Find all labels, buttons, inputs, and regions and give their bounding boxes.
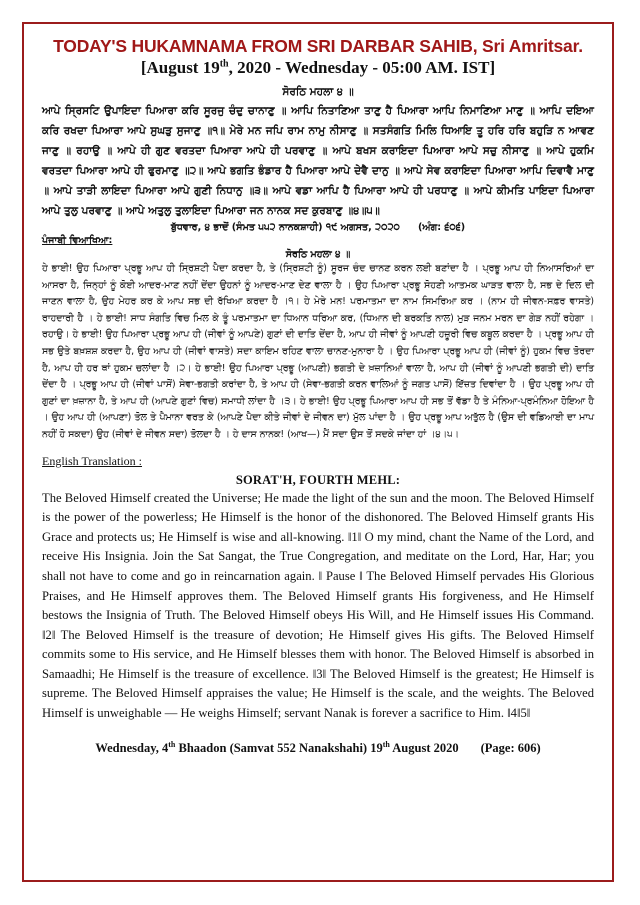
footer-part2: Bhaadon (Samvat 552 Nanakshahi) 19: [175, 740, 383, 755]
date-time-header: [42, 58, 594, 78]
footer-part3: August 2020: [389, 740, 459, 755]
footer-sup2: th: [382, 739, 390, 749]
english-section-label: English Translation :: [42, 453, 143, 468]
gurmukhi-ang: (ਅੰਗ: ੬੦੬): [418, 222, 466, 233]
footer-dateline: [42, 740, 594, 756]
gurmukhi-heading: ਸੋਰਠਿ ਮਹਲਾ ੪ ॥: [282, 86, 354, 98]
gurmukhi-date: ਬੁੱਧਵਾਰ, ੪ ਭਾਦੋਂ (ਸੰਮਤ ੫੫੨ ਨਾਨਕਸ਼ਾਹੀ) ੧੯ ਅਗਸਤ, ੨੦੨੦: [170, 222, 400, 233]
footer-sup1: th: [168, 739, 176, 749]
footer-part1: Wednesday, 4: [95, 740, 169, 755]
punjabi-explanation-text: ਹੇ ਭਾਈ! ਉਹ ਪਿਆਰਾ ਪ੍ਰਭੂ ਆਪ ਹੀ ਸ੍ਰਿਸ਼ਟੀ ਪੈਦਾ ਕਰਦਾ ਹੈ, ਤੇ (ਸ੍ਰਿਸ਼ਟੀ ਨੂੰ) ਸੂਰਜ ਚੰਦ ਚਾਨਣ ਕਰਨ ਲਈ ਬਣਾਂਦਾ ਹੈ । ਪ੍ਰਭੂ ਆਪ ਹੀ ਨਿਆਸਰਿਆਂ ਦਾ ਆਸਰਾ ਹੈ, ਜਿਨ੍ਹਾਂ ਨੂੰ ਕੋਈ ਆਦਰ-ਮਾਣ ਨਹੀਂ ਦੇਂਦਾ ਉਹਨਾਂ ਨੂੰ ਆਦਰ-ਮਾਣ ਦੇਣ ਵਾਲਾ ਹੈ । ਉਹ ਪਿਆਰਾ ਪ੍ਰਭੂ ਸੋਹਣੀ ਆਤਮਕ ਘਾੜਤ ਵਾਲਾ ਹੈ, ਸਭ ਦੇ ਦਿਲ ਦੀ ਜਾਣਨ ਵਾਲਾ ਹੈ, ਉਹ ਮੇਹਰ ਕਰ ਕੇ ਆਪ ਸਭ ਦੀ ਰੱਖਿਆ ਕਰਦਾ ਹੈ ।੧। ਹੇ ਮੇਰੇ ਮਨ! ਪਰਮਾਤਮਾ ਦਾ ਨਾਮ ਸਿਮਰਿਆ ਕਰ । (ਨਾਮ ਹੀ ਜੀਵਨ-ਸਫ਼ਰ ਵਾਸਤੇ) ਰਾਹਦਾਰੀ ਹੈ । ਹੇ ਭਾਈ! ਸਾਧ ਸੰਗਤਿ ਵਿਚ ਮਿਲ ਕੇ ਤੂੰ ਪਰਮਾਤਮਾ ਦਾ ਧਿਆਨ ਧਰਿਆ ਕਰ, (ਧਿਆਨ ਦੀ ਬਰਕਤਿ ਨਾਲ) ਮੁੜ ਜਨਮ ਮਰਨ ਦਾ ਗੇੜ ਨਹੀਂ ਰਹੇਗਾ ।ਰਹਾਉ। ਹੇ ਭਾਈ! ਉਹ ਪਿਆਰਾ ਪ੍ਰਭੂ ਆਪ ਹੀ (ਜੀਵਾਂ ਨੂੰ ਆਪਣੇ) ਗੁਣਾਂ ਦੀ ਦਾਤਿ ਦੇਂਦਾ ਹੈ, ਆਪ ਹੀ ਜੀਵਾਂ ਨੂੰ ਆਪਣੀ ਹਜ਼ੂਰੀ ਵਿਚ ਕਬੂਲ ਕਰਦਾ ਹੈ । ਪ੍ਰਭੂ ਆਪ ਹੀ ਸਭ ਉਤੇ ਬਖ਼ਸ਼ਸ਼ ਕਰਦਾ ਹੈ, ਉਹ ਆਪ ਹੀ (ਜੀਵਾਂ ਵਾਸਤੇ) ਸਦਾ ਕਾਇਮ ਰਹਿਣ ਵਾਲਾ ਚਾਨਣ-ਮੁਨਾਰਾ ਹੈ । ਉਹ ਪਿਆਰਾ ਪ੍ਰਭੂ ਆਪ ਹੀ (ਜੀਵਾਂ ਨੂੰ) ਹੁਕਮ ਵਿਚ ਤੋਰਦਾ ਹੈ, ਆਪ ਹੀ ਹਰ ਥਾਂ ਹੁਕਮ ਚਲਾਂਦਾ ਹੈ ।੨। ਹੇ ਭਾਈ! ਉਹ ਪਿਆਰਾ ਪ੍ਰਭੂ (ਆਪਣੀ) ਭਗਤੀ ਦੇ ਖ਼ਜ਼ਾਨਿਆਂ ਵਾਲਾ ਹੈ, ਆਪ ਹੀ (ਜੀਵਾਂ ਨੂੰ ਆਪਣੀ ਭਗਤੀ ਦੀ) ਦਾਤਿ ਦੇਂਦਾ ਹੈ । ਪ੍ਰਭੂ ਆਪ ਹੀ (ਜੀਵਾਂ ਪਾਸੋਂ) ਸੇਵਾ-ਭਗਤੀ ਕਰਾਂਦਾ ਹੈ, ਤੇ ਆਪ ਹੀ (ਸੇਵਾ-ਭਗਤੀ ਕਰਨ ਵਾਲਿਆਂ ਨੂੰ ਜਗਤ ਪਾਸੋਂ) ਇੱਜ਼ਤ ਦਿਵਾਂਦਾ ਹੈ । ਉਹ ਪ੍ਰਭੂ ਆਪ ਹੀ ਗੁਣਾਂ ਦਾ ਖ਼ਜ਼ਾਨਾ ਹੈ, ਤੇ ਆਪ ਹੀ (ਆਪਣੇ ਗੁਣਾਂ ਵਿਚ) ਸਮਾਧੀ ਲਾਂਦਾ ਹੈ ।੩। ਹੇ ਭਾਈ! ਉਹ ਪ੍ਰਭੂ ਪਿਆਰਾ ਆਪ ਹੀ ਸਭ ਤੋਂ ਵੱਡਾ ਹੈ ਤੇ ਮੰਨਿਆ-ਪ੍ਰਮੰਨਿਆ ਹੋਇਆ ਹੈ । ਉਹ ਆਪ ਹੀ (ਆਪਣਾ) ਤੋਲ ਤੇ ਪੈਮਾਨਾ ਵਰਤ ਕੇ (ਆਪਣੇ ਪੈਦਾ ਕੀਤੇ ਜੀਵਾਂ ਦੇ ਜੀਵਨ ਦਾ) ਮੁੱਲ ਪਾਂਦਾ ਹੈ । ਉਹ ਪ੍ਰਭੂ ਆਪ ਅਤੁੱਲ ਹੈ (ਉਸ ਦੀ ਵਡਿਆਈ ਦਾ ਮਾਪ ਨਹੀਂ ਹੋ ਸਕਦਾ) ਉਹ (ਜੀਵਾਂ ਦੇ ਜੀਵਨ ਸਦਾ) ਤੋਲਦਾ ਹੈ । ਹੇ ਦਾਸ ਨਾਨਕ! (ਆਖ—) ਮੈਂ ਸਦਾ ਉਸ ਤੋਂ ਸਦਕੇ ਜਾਂਦਾ ਹਾਂ ।੪।੫।: [42, 263, 594, 440]
footer-page-ref: (Page: 606): [480, 740, 541, 755]
english-heading: SORAT'H, FOURTH MEHL:: [235, 472, 401, 487]
english-translation-text: The Beloved Himself created the Universe; He made the light of the sun and the moon. The Beloved Himself is the power of the powerless; He Himself is the honor of the dishonored. The Beloved Himself grants His Grace and protects us; He Himself is wise and all-knowing. ‖1‖ O my mind, chant the Name of the Lord, and receive His Insignia. Join the Sat Sangat, the True Congregation, and meditate on the Lord, Har, Har; you shall not have to come and go in reincarnation again. ‖ Pause ‖ The Beloved Himself pervades His Glorious Praises, and He Himself approves them. The Beloved Himself grants His forgiveness, and He Himself bestows the Insignia of Truth. The Beloved Himself obeys His Will, and He Himself issues His Command. ‖2‖ The Beloved Himself is the treasure of devotion; He Himself gives His gifts. The Beloved Himself commits some to His service, and He Himself blesses them with honor. The Beloved Himself is absorbed in Samaadhi; He Himself is the treasure of excellence. ‖3‖ The Beloved Himself is the greatest; He Himself is supreme. The Beloved Himself appraises the value; He Himself is the scale, and the weights. The Beloved Himself is unweighable — He weighs Himself; servant Nanak is forever a sacrifice to Him. ‖4‖5‖: [42, 490, 594, 721]
page-title: TODAY'S HUKAMNAMA FROM SRI DARBAR SAHIB, Sri Amritsar.: [53, 36, 583, 56]
gurmukhi-dateline: [42, 222, 594, 233]
punjabi-section-label: ਪੰਜਾਬੀ ਵਿਆਖਿਆ:: [42, 235, 113, 246]
date-rest: , 2020 - Wednesday - 05:00 AM. IST]: [228, 58, 496, 77]
hukamnama-page: [22, 22, 614, 882]
date-prefix: [August 19: [140, 58, 220, 77]
gurmukhi-shabad-text: ਆਪੇ ਸ੍ਰਿਸਟਿ ਉਪਾਇਦਾ ਪਿਆਰਾ ਕਰਿ ਸੂਰਜੁ ਚੰਦੁ ਚਾਨਾਣੁ ॥ ਆਪਿ ਨਿਤਾਣਿਆ ਤਾਣੁ ਹੈ ਪਿਆਰਾ ਆਪਿ ਨਿਮਾਣਿਆ ਮਾਣੁ ॥ ਆਪਿ ਦਇਆ ਕਰਿ ਰਖਦਾ ਪਿਆਰਾ ਆਪੇ ਸੁਘੜੁ ਸੁਜਾਣੁ ॥੧॥ ਮੇਰੇ ਮਨ ਜਪਿ ਰਾਮ ਨਾਮੁ ਨੀਸਾਣੁ ॥ ਸਤਸੰਗਤਿ ਮਿਲਿ ਧਿਆਇ ਤੂ ਹਰਿ ਹਰਿ ਬਹੁੜਿ ਨ ਆਵਣ ਜਾਣੁ ॥ ਰਹਾਉ ॥ ਆਪੇ ਹੀ ਗੁਣ ਵਰਤਦਾ ਪਿਆਰਾ ਆਪੇ ਹੀ ਪਰਵਾਣੁ ॥ ਆਪੇ ਬਖਸ ਕਰਾਇਦਾ ਪਿਆਰਾ ਆਪੇ ਸਚੁ ਨੀਸਾਣੁ ॥ ਆਪੇ ਹੁਕਮਿ ਵਰਤਦਾ ਪਿਆਰਾ ਆਪੇ ਹੀ ਫੁਰਮਾਣੁ ॥੨॥ ਆਪੇ ਭਗਤਿ ਭੰਡਾਰ ਹੈ ਪਿਆਰਾ ਆਪੇ ਦੇਵੈ ਦਾਨੁ ॥ ਆਪੇ ਸੇਵ ਕਰਾਇਦਾ ਪਿਆਰਾ ਆਪਿ ਦਿਵਾਵੈ ਮਾਣੁ ॥ ਆਪੇ ਤਾੜੀ ਲਾਇਦਾ ਪਿਆਰਾ ਆਪੇ ਗੁਣੀ ਨਿਧਾਨੁ ॥੩॥ ਆਪੇ ਵਡਾ ਆਪਿ ਹੈ ਪਿਆਰਾ ਆਪੇ ਹੀ ਪਰਧਾਣੁ ॥ ਆਪੇ ਕੀਮਤਿ ਪਾਇਦਾ ਪਿਆਰਾ ਆਪੇ ਤੁਲੁ ਪਰਵਾਣੁ ॥ ਆਪੇ ਅਤੁਲੁ ਤੁਲਾਇਦਾ ਪਿਆਰਾ ਜਨ ਨਾਨਕ ਸਦ ਕੁਰਬਾਣੁ ॥੪॥੫॥: [42, 105, 594, 217]
punjabi-heading: ਸੋਰਠਿ ਮਹਲਾ ੪ ॥: [285, 249, 351, 260]
date-suffix: th: [219, 58, 229, 70]
